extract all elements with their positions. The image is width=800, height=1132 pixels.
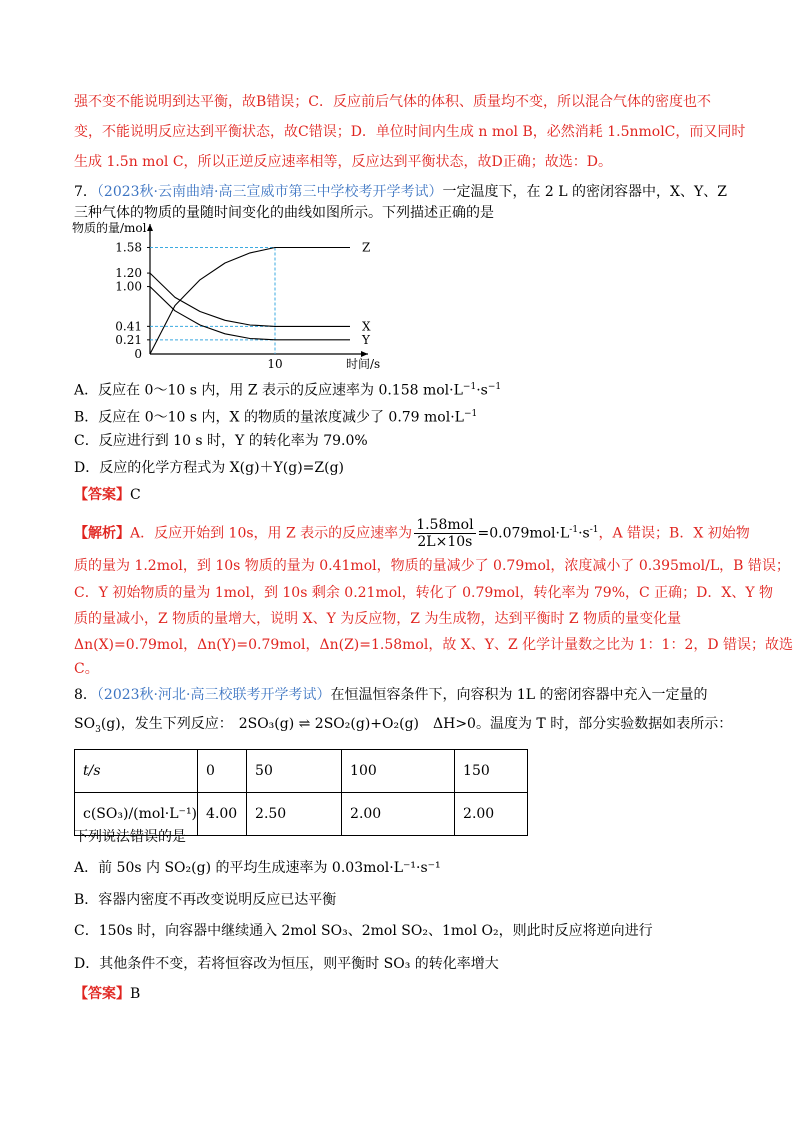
q7-option-b-sup: −1: [463, 409, 478, 419]
y-axis-arrow: [147, 224, 153, 231]
table-cell: 2.00: [342, 793, 455, 836]
q8-stem-line-1: [74, 685, 708, 705]
q8-stem2-mid: (g)，发生下列反应：: [100, 716, 233, 732]
q7-option-a-sup-2: −1: [487, 382, 502, 392]
series-line-x: [150, 273, 350, 326]
table-header-cell: 0: [198, 750, 247, 793]
q7-explain-line-6: C。: [74, 661, 99, 677]
q8-prompt: 下列说法错误的是: [74, 829, 186, 845]
q7-explain-1-tail: ，A 错误；B．X 初始物: [598, 525, 750, 542]
q8-source: （2023秋·河北·高三校联考开学考试）: [96, 687, 331, 703]
q7-explain-line-2: 质的量为 1.2mol，到 10s 物质的量为 0.41mol，物质的量减少了 0.79mol，浓度减小了 0.395mol/L，B 错误；: [74, 558, 790, 574]
q8-delta-h: ΔH>0: [433, 716, 476, 732]
q7-answer-value: C: [130, 487, 141, 503]
q7-explain-1-sup-1: -1: [569, 525, 579, 535]
fraction-denominator: 2L×10s: [417, 534, 473, 551]
series-label-z: Z: [362, 240, 371, 255]
series-label-y: Y: [362, 332, 370, 347]
q7-option-c: C．反应进行到 10 s 时，Y 的转化率为 79.0%: [74, 433, 368, 449]
q7-option-b-text: B．反应在 0～10 s 内，X 的物质的量浓度减少了 0.79 mol·L: [74, 409, 464, 426]
q7-explain-1-sup-2: -1: [589, 525, 599, 535]
q7-number: 7．: [74, 184, 97, 200]
series-line-y: [150, 287, 350, 340]
q7-chart: [70, 221, 381, 377]
q8-answer-value: B: [130, 986, 141, 1002]
table-header-cell: t/s: [75, 750, 198, 793]
q8-stem2-pre: SO: [74, 716, 96, 732]
q7-explain-line-5: Δn(X)=0.79mol，Δn(Y)=0.79mol，Δn(Z)=1.58mol，故 X、Y、Z 化学计量数之比为 1：1：2，D 错误；故选: [74, 637, 794, 653]
y-tick-label: 0: [134, 347, 142, 361]
table-header-cell: 100: [342, 750, 455, 793]
table-header-cell: 150: [455, 750, 528, 793]
q7-explain-fraction: [414, 517, 475, 550]
table-row-label: c(SO₃)/(mol·L⁻¹): [75, 793, 198, 836]
q7-option-a-sup-1: −1: [462, 382, 477, 392]
x-tick-label: 10: [267, 357, 283, 371]
explain-cont-line-1: 强不变不能说明到达平衡，故B错误；C．反应前后气体的体积、质量均不变，所以混合气体的密度也不: [74, 94, 711, 110]
q7-explain-line-1: [74, 512, 750, 551]
q8-stem2-post: 。温度为 T 时，部分实验数据如表所示：: [475, 716, 733, 732]
q8-number: 8．: [74, 687, 97, 703]
q7-explain-1-pre: A．反应开始到 10s，用 Z 表示的反应速率为: [130, 525, 413, 542]
q7-option-d: D．反应的化学方程式为 X(g)＋Y(g)=Z(g): [74, 460, 344, 476]
y-tick-label: 0.21: [115, 332, 142, 347]
q8-option-d: D．其他条件不变，若将恒容改为恒压，则平衡时 SO₃ 的转化率增大: [74, 956, 499, 972]
explain-cont-line-2: 变，不能说明反应达到平衡状态，故C错误；D．单位时间内生成 n mol B，必然消耗 1.5nmolC，而又同时: [74, 124, 746, 140]
q7-stem-line-1: [74, 182, 727, 202]
x-axis-label: 时间/s: [346, 357, 381, 371]
q8-option-c: C．150s 时，向容器中继续通入 2mol SO₃、2mol SO₂、1mol O₂，则此时反应将逆向进行: [74, 923, 653, 939]
q7-option-a: [74, 377, 501, 397]
table-cell: 2.00: [455, 793, 528, 836]
q7-explain-1-mid: ·s: [578, 525, 590, 542]
y-tick-label: 1.58: [115, 240, 142, 255]
y-tick-label: 1.00: [115, 279, 142, 294]
q7-option-a-text: A．反应在 0～10 s 内，用 Z 表示的反应速率为 0.158 mol·L: [74, 382, 463, 399]
q8-stem2-sub: 3: [95, 724, 101, 735]
table-cell: 4.00: [198, 793, 247, 836]
q7-explain-line-4: 质的量减小，Z 物质的量增大，说明 X、Y 为反应物，Z 为生成物，达到平衡时 Z 物质的量变化量: [74, 611, 682, 627]
q7-explain-line-3: C．Y 初始物质的量为 1mol，到 10s 剩余 0.21mol，转化了 0.79mol，转化率为 79%，C 正确；D．X、Y 物: [74, 585, 774, 601]
q7-explain-label: 【解析】: [74, 525, 130, 542]
fraction-numerator: 1.58mol: [416, 517, 474, 534]
q8-answer: [74, 984, 140, 1004]
q7-stem-line-2: 三种气体的物质的量随时间变化的曲线如图所示。下列描述正确的是: [74, 205, 494, 221]
table-header-cell: 50: [247, 750, 342, 793]
series-label-x: X: [362, 319, 371, 334]
q7-source: （2023秋·云南曲靖·高三宣威市第三中学校考开学考试）: [96, 184, 443, 200]
q7-stem-1: 一定温度下，在 2 L 的密闭容器中，X、Y、Z: [442, 184, 727, 200]
y-tick-label: 1.20: [115, 266, 142, 281]
q8-answer-label: 【答案】: [74, 986, 130, 1002]
q7-answer: [74, 485, 141, 505]
q8-equation: 2SO₃(g) ⇌ 2SO₂(g)+O₂(g): [238, 716, 419, 732]
y-tick-label: 0.41: [115, 319, 142, 334]
q8-option-b: B．容器内密度不再改变说明反应已达平衡: [74, 892, 337, 908]
q7-explain-1-post: =0.079mol·L: [477, 525, 570, 542]
q8-data-table: [74, 749, 528, 836]
y-axis-label: 物质的量/mol: [72, 221, 147, 235]
q7-option-b: [74, 404, 477, 424]
table-cell: 2.50: [247, 793, 342, 836]
q7-answer-label: 【答案】: [74, 487, 130, 503]
explain-cont-line-3: 生成 1.5n mol C，所以正逆反应速率相等，反应达到平衡状态，故D正确；故选：D。: [74, 154, 612, 170]
q8-option-a: A．前 50s 内 SO₂(g) 的平均生成速率为 0.03mol·L⁻¹·s⁻¹: [74, 860, 441, 876]
q8-stem-line-2: [74, 714, 732, 734]
q7-option-a-mid: ·s: [476, 382, 488, 399]
q8-stem-1: 在恒温恒容条件下，向容积为 1L 的密闭容器中充入一定量的: [330, 687, 708, 703]
table-row: [75, 750, 528, 793]
